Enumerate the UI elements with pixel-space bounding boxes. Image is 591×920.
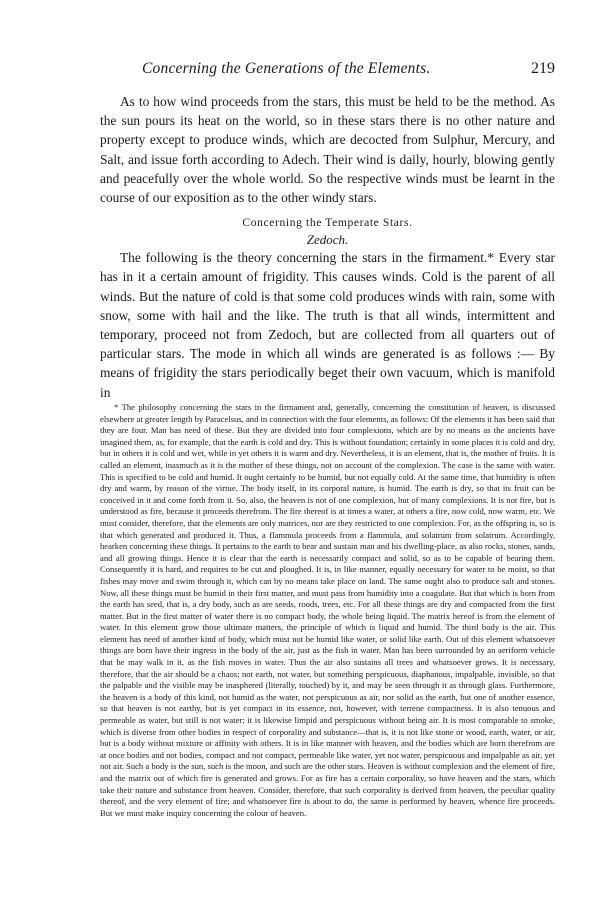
page-number: 219	[531, 60, 555, 77]
sub-heading: Zedoch.	[306, 232, 349, 248]
main-text	[100, 92, 555, 402]
footnote-text: * The philosophy concerning the stars in the firmament and, generally, concerning the constitution of heaven, is discussed elsewhere at greater length by Paracelsus, and in connection with the four elements, as follows: Of the elements it has been said that they are four. Man has need of these. But they are divided into four complexions, which are by no means as the ancients have imagined them, as, for example, that the earth is cold and dry. This is without foundation; certainly in some places it is cold and dry, but in others it is cold and wet, while in yet others it is warm and dry. Nevertheless, it is an element, that is, the mother of fruits. It is called an element, inasmuch as it is the mother of these things, not on account of the complexion. The case is the same with water. This is specified to be cold and humid. It ought certainly to be humid, but not equally cold. At the same time, that humidity is often dry and warm, by reason of the virtue. The body itself, in its corporal nature, is humid. The earth is dry, so that its fruit can be conceived in it and come forth from it. So, also, the heaven is not of one complexion, but of many complexions. It is not fire, but is understood as fire, because it proceeds therefrom. The fire thereof is at times a water, at others a fire, now cold, now warm, etc. We must consider, therefore, that the elements are only matrices, nor are they restricted to one complexion. For, as the offspring is, so is that which generated and produced it. Thus, a flammula proceeds from a flammula, and solatrum from solatrum. Accordingly, hearken concerning these things. It pertains to the earth to bear and sustain man and his dwelling-place, as also rocks, stones, sands, and all growing things. Hence it is clear that the earth is necessarily compact and solid, so as to be capable of bearing them. Consequently it is hard, and requires to be cut and ploughed. It is, in like manner, equally necessary for water to be moist, so that fishes may move and swim through it, which can by no means take place on land. The same ought also to produce salt and stones. Now, all these things must be humid in their first matter, and must pass from humidity into a coagulate. But that which is born from the earth has seed, that is, a dry body, such as are seeds, roods, trees, etc. For all these things are dry and compacted from the first matter. But in the first matter of water there is no compact body, the whole being liquid. The matrix hereof is from the element of water. In this element grow those ultimate matters, the principle of which is liquid and humid. The third body is the air. This element has need of another kind of body, which must not be humid like water, or solid like earth. Out of this element whatsoever things are born have their ingress in the body of the air, just as the fish in water. Man has been surrounded by an aeriform vehicle that he may walk in it, as the fish moves in water. Thus the air also sustains all trees and whatsoever grows. It is necessary, therefore, that the air should be a chaos; not earth, not water, but something perspicuous, diaphanous, impalpable, invisible, so that the palpable and the visible may be inasphered (literally, touched) by it, and may be seen through it as through glass. Furthermore, the heaven is a body of this kind, not humid as the water, not perspicuous as air, nor solid as the earth, but one of another essence, so that heaven is not earthy, but is yet compact in its essence, not, however, with terrene compactness. It is also tenuous and permeable as water, but still is not water; it is likewise limpid and perspicuous without being air. It is most comparable to smoke, which is diverse from other bodies in respect of corporality and substance—that is, it is not like stone or wood, earth, water, or air, but is a body without mixture or affinity with others. It is in like manner with heaven, and the bodies which are born therefrom are at once bodies and not bodies, compact and not compact, permeable like water, yet not water, perspicuous and impalpable as air, yet not air. Such a body is the sun, such is the moon, and such are the other stars. Heaven is without complexion and the element of fire, and the matrix out of which fire is generated and grows. For as fire has a certain corporality, so have heaven and the stars, which take their nature and substance from heaven. Consider, therefore, that such corporality is derived from heaven, the peculiar quality thereof, and the very element of fire; and whatsoever fire is about to do, the same is performed by heaven, whence fire proceeds. But we must make inquiry concerning the colour of heaven.	[100, 402, 555, 818]
running-title: Concerning the Generations of the Elements.	[142, 60, 431, 77]
section-heading: Concerning the Temperate Stars.	[242, 216, 413, 230]
page-header	[100, 60, 555, 82]
paragraph-zedoch: The following is the theory concerning the stars in the firmament.* Every star has in it a certain amount of frigidity. This causes winds. Cold is the parent of all winds. But the nature of cold is that some cold produces winds with rain, some with snow, some with hail and the like. The truth is that all winds, intermittent and temporary, proceed not from Zedoch, but are collected from all quarters out of particular stars. The mode in which all winds are generated is as follows :— By means of frigidity the stars periodically beget their own vacuum, which is manifold in	[100, 250, 555, 400]
footnote	[100, 402, 555, 819]
paragraph-wind-stars: As to how wind proceeds from the stars, this must be held to be the method. As the sun pours its heat on the world, so in these stars there is no other nature and property except to produce winds, which are decocted from Sulphur, Mercury, and Salt, and issue forth according to Adech. Their wind is daily, hourly, blowing gently and peacefully over the whole world. So the respective winds must be learnt in the course of our exposition as to the other windy stars.	[100, 94, 555, 206]
